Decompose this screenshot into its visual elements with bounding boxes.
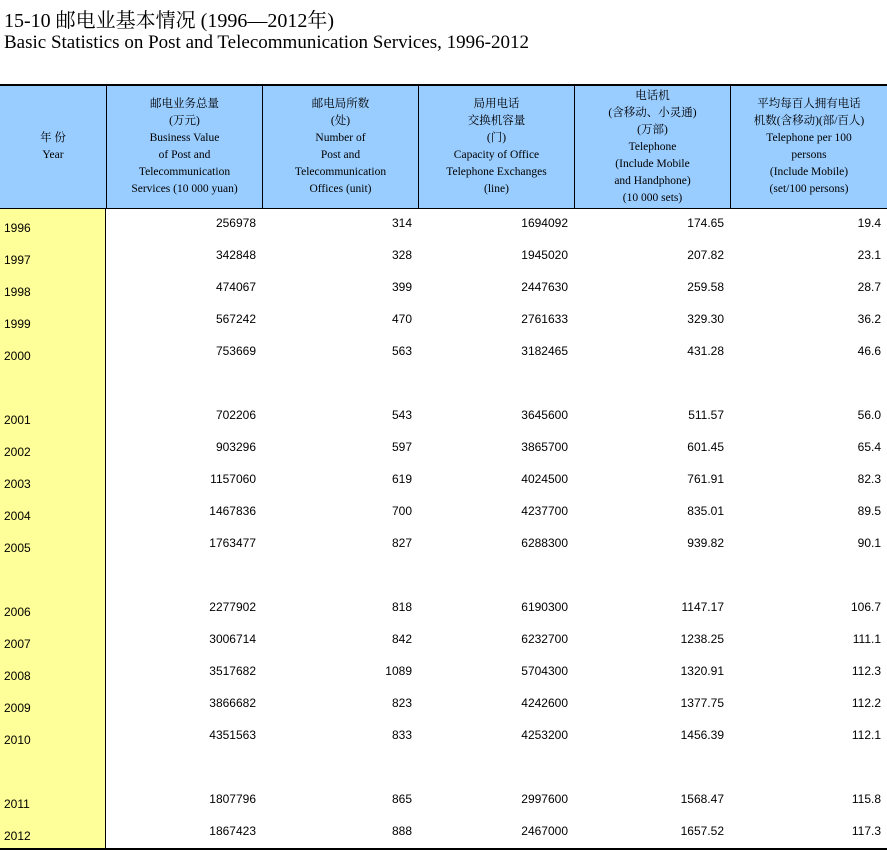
exchange-capacity-cell: 1945020 <box>521 248 568 262</box>
telephones-cell: 207.82 <box>687 248 724 262</box>
per-100-cell: 112.2 <box>851 696 881 710</box>
exchange-capacity-cell: 6232700 <box>521 632 568 646</box>
exchange-capacity-cell: 2447630 <box>521 280 568 294</box>
header-post-offices-line: (处) <box>330 115 351 127</box>
header-post-offices-line: Number of <box>315 132 366 144</box>
post-offices-cell: 865 <box>391 792 412 806</box>
per-100-cell: 65.4 <box>857 440 881 454</box>
business-value-cell: 702206 <box>215 408 256 422</box>
year-cell: 2006 <box>4 605 31 619</box>
post-offices-cell: 818 <box>391 600 412 614</box>
header-post-offices-line: Telecommunication <box>294 166 387 178</box>
post-offices-cell: 842 <box>391 632 412 646</box>
header-business-value-line: 邮电业务总量 <box>149 98 219 110</box>
header-exchange-capacity-line: Telephone Exchanges <box>446 166 547 178</box>
business-value-cell: 3866682 <box>209 696 256 710</box>
year-cell: 1997 <box>4 253 31 267</box>
table-row <box>0 245 887 265</box>
exchange-capacity-cell: 4024500 <box>521 472 568 486</box>
telephones-cell: 1320.91 <box>680 664 724 678</box>
exchange-capacity-cell: 6190300 <box>521 600 568 614</box>
table-row <box>0 821 887 841</box>
telephones-cell: 1377.75 <box>680 696 724 710</box>
year-cell: 2003 <box>4 477 31 491</box>
exchange-capacity-cell: 6288300 <box>521 536 568 550</box>
year-cell: 1999 <box>4 317 31 331</box>
post-offices-cell: 888 <box>391 824 412 838</box>
table-header <box>0 86 887 209</box>
telephones-cell: 939.82 <box>687 536 724 550</box>
year-cell: 2009 <box>4 701 31 715</box>
telephones-cell: 329.30 <box>687 312 724 326</box>
post-offices-cell: 470 <box>391 312 412 326</box>
header-telephones-line: (含移动、小灵通) <box>608 106 697 119</box>
post-offices-cell: 700 <box>391 504 412 518</box>
exchange-capacity-cell: 3182465 <box>521 344 568 358</box>
per-100-cell: 111.1 <box>852 632 881 646</box>
header-post-offices <box>262 86 418 208</box>
business-value-cell: 1157060 <box>210 472 256 486</box>
table-row <box>0 405 887 425</box>
table-row <box>0 501 887 521</box>
post-offices-cell: 827 <box>391 536 412 550</box>
year-cell: 2005 <box>4 541 31 555</box>
exchange-capacity-cell: 2761633 <box>521 312 568 326</box>
exchange-capacity-cell: 2467000 <box>521 824 568 838</box>
year-cell: 2002 <box>4 445 31 459</box>
post-offices-cell: 543 <box>391 408 412 422</box>
business-value-cell: 1763477 <box>209 536 256 550</box>
post-offices-cell: 314 <box>391 216 412 230</box>
post-offices-cell: 597 <box>391 440 412 454</box>
per-100-cell: 90.1 <box>857 536 881 550</box>
exchange-capacity-cell: 2997600 <box>521 792 568 806</box>
post-offices-cell: 619 <box>391 472 412 486</box>
business-value-cell: 256978 <box>215 216 256 230</box>
header-business-value <box>106 86 262 208</box>
business-value-cell: 4351563 <box>209 728 256 742</box>
per-100-cell: 56.0 <box>857 408 881 422</box>
per-100-cell: 115.8 <box>851 792 881 806</box>
header-year-line: Year <box>42 149 64 161</box>
exchange-capacity-cell: 4253200 <box>521 728 568 742</box>
year-cell: 2010 <box>4 733 31 747</box>
post-offices-cell: 833 <box>391 728 412 742</box>
header-telephones-line: (万部) <box>637 123 668 136</box>
business-value-cell: 474067 <box>215 280 256 294</box>
header-telephones-line: Telephone <box>628 140 677 153</box>
table-row <box>0 277 887 297</box>
header-business-value-line: Business Value <box>149 132 220 144</box>
exchange-capacity-cell: 5704300 <box>521 664 568 678</box>
table-row <box>0 309 887 329</box>
per-100-cell: 117.3 <box>851 824 881 838</box>
header-exchange-capacity-line: Capacity of Office <box>453 149 540 161</box>
year-cell: 2000 <box>4 349 31 363</box>
header-telephones-line: (Include Mobile <box>615 157 690 170</box>
post-offices-cell: 563 <box>391 344 412 358</box>
table-row <box>0 789 887 809</box>
business-value-cell: 2277902 <box>209 600 256 614</box>
header-telephone-per-100-line: (Include Mobile) <box>769 166 849 178</box>
header-post-offices-line: Post and <box>320 149 361 161</box>
exchange-capacity-cell: 3645600 <box>521 408 568 422</box>
telephones-cell: 1657.52 <box>680 824 724 838</box>
table-row <box>0 629 887 649</box>
business-value-cell: 342848 <box>215 248 256 262</box>
business-value-cell: 903296 <box>215 440 256 454</box>
header-year <box>0 86 106 208</box>
header-telephones <box>574 86 730 208</box>
table-title-chinese: 15-10 邮电业基本情况 (1996—2012年) <box>4 10 334 32</box>
header-telephone-per-100-line: persons <box>791 149 827 161</box>
header-telephone-per-100-line: Telephone per 100 <box>766 132 852 144</box>
header-telephone-per-100-line: 机数(含移动)(部/百人) <box>753 115 865 127</box>
per-100-cell: 19.4 <box>857 216 881 230</box>
table-title-english: Basic Statistics on Post and Telecommunication Services, 1996-2012 <box>4 32 529 53</box>
telephones-cell: 1456.39 <box>680 728 724 742</box>
per-100-cell: 89.5 <box>857 504 881 518</box>
header-exchange-capacity-line: 交换机容量 <box>467 115 526 127</box>
header-telephones-line: and Handphone) <box>614 174 691 187</box>
year-cell: 2001 <box>4 413 31 427</box>
year-cell: 1996 <box>4 221 31 235</box>
exchange-capacity-cell: 4237700 <box>521 504 568 518</box>
per-100-cell: 112.1 <box>851 728 881 742</box>
year-cell: 2011 <box>4 797 30 811</box>
table-row <box>0 437 887 457</box>
telephones-cell: 835.01 <box>687 504 724 518</box>
per-100-cell: 36.2 <box>857 312 881 326</box>
table-row <box>0 469 887 489</box>
header-exchange-capacity-line: 局用电话 <box>473 98 520 110</box>
telephones-cell: 761.91 <box>687 472 724 486</box>
business-value-cell: 1467836 <box>209 504 256 518</box>
header-business-value-line: (万元) <box>169 115 200 127</box>
telephones-cell: 1238.25 <box>680 632 724 646</box>
telephones-cell: 601.45 <box>687 440 724 454</box>
table-row <box>0 341 887 361</box>
per-100-cell: 82.3 <box>857 472 881 486</box>
year-cell: 2008 <box>4 669 31 683</box>
exchange-capacity-cell: 3865700 <box>521 440 568 454</box>
year-cell: 2004 <box>4 509 31 523</box>
header-year-line: 年 份 <box>40 132 66 144</box>
header-telephones-line: (10 000 sets) <box>622 191 683 204</box>
table-row <box>0 213 887 233</box>
business-value-cell: 1807796 <box>209 792 256 806</box>
post-offices-cell: 1089 <box>385 664 412 678</box>
header-business-value-line: of Post and <box>158 149 211 161</box>
telephones-cell: 1147.17 <box>681 600 724 614</box>
telephones-cell: 259.58 <box>687 280 724 294</box>
header-post-offices-line: Offices (unit) <box>309 183 372 195</box>
header-telephones-line: 电话机 <box>635 89 670 102</box>
year-cell: 2012 <box>4 829 31 843</box>
business-value-cell: 1867423 <box>209 824 256 838</box>
table-row <box>0 661 887 681</box>
header-business-value-line: Telecommunication <box>138 166 231 178</box>
header-telephone-per-100-line: (set/100 persons) <box>769 183 849 195</box>
business-value-cell: 753669 <box>215 344 256 358</box>
post-offices-cell: 823 <box>391 696 412 710</box>
table-row <box>0 533 887 553</box>
business-value-cell: 3517682 <box>209 664 256 678</box>
per-100-cell: 46.6 <box>857 344 881 358</box>
telephones-cell: 511.57 <box>688 408 724 422</box>
per-100-cell: 106.7 <box>850 600 881 614</box>
exchange-capacity-cell: 4242600 <box>521 696 568 710</box>
table-row <box>0 597 887 617</box>
header-telephone-per-100-line: 平均每百人拥有电话 <box>757 98 861 110</box>
per-100-cell: 112.3 <box>851 664 881 678</box>
telephones-cell: 1568.47 <box>680 792 724 806</box>
per-100-cell: 28.7 <box>857 280 881 294</box>
year-cell: 2007 <box>4 637 31 651</box>
table-row <box>0 725 887 745</box>
header-exchange-capacity-line: (门) <box>486 132 507 144</box>
telephones-cell: 174.65 <box>687 216 724 230</box>
post-offices-cell: 399 <box>391 280 412 294</box>
header-business-value-line: Services (10 000 yuan) <box>131 183 238 195</box>
telephones-cell: 431.28 <box>687 344 724 358</box>
header-exchange-capacity <box>418 86 574 208</box>
post-offices-cell: 328 <box>391 248 412 262</box>
business-value-cell: 3006714 <box>209 632 256 646</box>
year-cell: 1998 <box>4 285 31 299</box>
per-100-cell: 23.1 <box>857 248 881 262</box>
business-value-cell: 567242 <box>215 312 256 326</box>
header-post-offices-line: 邮电局所数 <box>311 98 370 110</box>
year-column-background <box>0 209 106 848</box>
header-exchange-capacity-line: (line) <box>484 183 509 195</box>
header-telephone-per-100 <box>730 86 887 208</box>
table-row <box>0 693 887 713</box>
exchange-capacity-cell: 1694092 <box>521 216 568 230</box>
